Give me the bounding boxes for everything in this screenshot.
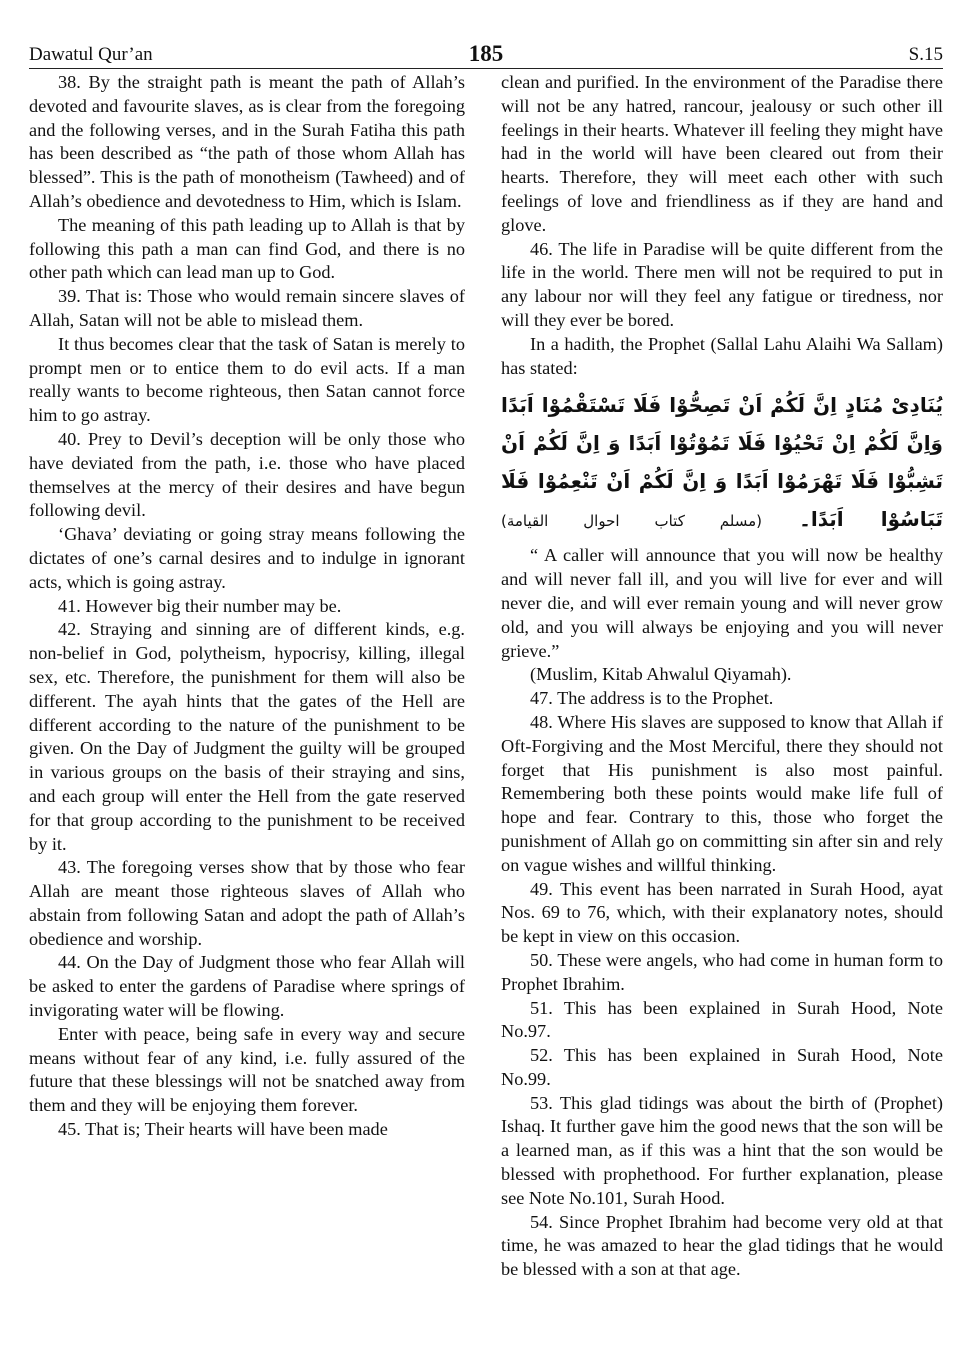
note-paragraph: 50. These were angels, who had come in human form to Prophet Ibrahim.	[501, 949, 943, 994]
note-paragraph: (Muslim, Kitab Ahwalul Qiyamah).	[530, 664, 792, 685]
note-paragraph: 48. Where His slaves are supposed to know that Allah if Oft-Forgiving and the Most Merciful, there they should not forget that His punishment is also most painful. Remembering both these points would make life full of hope and fear. Contrary to this, those who forget the punishment of Allah go on committing sin after sin and rely on vague wishes and willful thinking.	[501, 711, 943, 875]
note-paragraph: 54. Since Prophet Ibrahim had become very old at that time, he was amazed to hear the glad tidings that he would be blessed with a son at that age.	[501, 1211, 943, 1280]
book-title: Dawatul Qur’an	[29, 44, 153, 65]
left-column	[29, 71, 465, 1142]
arabic-hadith-text: يُنَادِىْ مُنَادٍ اِنَّ لَكُمْ اَنْ تَصِحُّوْا فَلَا تَسْتَقْمُوْا اَبَدًا وَاِنَّ لَكُمْ اِنْ تَحْيُوْا فَلَا تَمُوْتُوْا اَبَدًا وَ اِنَّ لَكُمْ اَنْ تَشِبُّوْا فَلَا تَهْرَمُوْا اَبَدًا وَ اِنَّ لَكُمْ اَنْ تَنْعِمُوْا فَلَا تَبَاسُوْا اَبَدًا۔	[501, 393, 943, 532]
note-paragraph: 40. Prey to Devil’s deception will be only those who have deviated from the path, i.e. those who have placed themselves at the mercy of their desires and have begun following devil.	[29, 428, 465, 521]
note-paragraph: In a hadith, the Prophet (Sallal Lahu Alaihi Wa Sallam) has stated:	[501, 333, 943, 378]
note-paragraph: 53. This glad tidings was about the birth of (Prophet) Ishaq. It further gave him the good news that the son will be a learned man, as if this was a hint that the son would be blessed with prophethood. For further explanation, please see Note No.101, Surah Hood.	[501, 1092, 943, 1208]
note-paragraph: The meaning of this path leading up to Allah is that by following this path a man can find God, and there is no other path which can lead man up to God.	[29, 214, 465, 283]
note-paragraph: 45. That is; Their hearts will have been made	[58, 1119, 388, 1140]
note-paragraph: clean and purified. In the environment of the Paradise there will not be any hatred, rancour, jealousy or such other ill feelings in their hearts. Whatever ill feeling they might have had in the world will have been cleared out from their hearts. Therefore, they will meet each other with such feelings of love and friendliness as if they are hand and glove.	[501, 72, 943, 235]
note-paragraph: 49. This event has been narrated in Surah Hood, ayat Nos. 69 to 76, which, with their explanatory notes, should be kept in view on this occasion.	[501, 878, 943, 947]
note-paragraph: 47. The address is to the Prophet.	[530, 688, 774, 709]
right-column	[501, 71, 943, 1282]
note-paragraph: 52. This has been explained in Surah Hood, Note No.99.	[501, 1045, 943, 1089]
arabic-hadith	[501, 386, 943, 540]
note-paragraph: 46. The life in Paradise will be quite different from the life in the world. There men will not be required to put in any labour nor will they feel any fatigue or tiredness, nor will they ever be bored.	[501, 238, 943, 330]
note-paragraph: 43. The foregoing verses show that by those who fear Allah are meant those righteous slaves of Allah who abstain from following Satan and adopt the path of Allah’s obedience and worship.	[29, 857, 465, 949]
note-paragraph: ‘Ghava’ deviating or going stray means following the dictates of one’s carnal desires and to indulge in ignorant acts, which is going astray.	[29, 524, 465, 592]
note-paragraph: 44. On the Day of Judgment those who fear Allah will be asked to enter the gardens of Paradise where springs of invigorating water will be flowing.	[29, 952, 465, 1021]
note-paragraph: 39. That is: Those who would remain sincere slaves of Allah, Satan will not be able to mislead them.	[29, 286, 465, 330]
page-header	[29, 40, 943, 69]
note-paragraph: It thus becomes clear that the task of Satan is merely to prompt men or to entice them to do evil acts. If a man really wants to become righteous, then Satan cannot force him to go astray.	[29, 333, 465, 426]
note-paragraph: 42. Straying and sinning are of different kinds, e.g. non-belief in God, polytheism, hypocrisy, killing, illegal sex, etc. Therefore, the punishment for them will also be different. The ayah hints that the gates of the Hell are different according to the nature of the punishment to be given. On the Day of Judgment the guilty will be grouped in various groups on the basis of their straying and sins, and each group will enter the Hell from the gate reserved for that group according to the punishment to be received by it.	[29, 619, 465, 854]
note-paragraph: Enter with peace, being safe in every way and secure means without fear of any kind, i.e. fully assured of the future that these blessings will not be snatched away from them and they will be enjoying them forever.	[29, 1023, 465, 1116]
note-paragraph: 41. However big their number may be.	[58, 595, 342, 616]
note-paragraph: “ A caller will announce that you will now be healthy and will never fall ill, and you will live for ever and will never die, and will ever remain young and will never grow old, and you will always be enjoying and you will never grieve.”	[501, 545, 943, 661]
arabic-hadith-reference: (مسلم کتاب احوال القیامة)	[501, 512, 762, 531]
note-paragraph: 51. This has been explained in Surah Hood, Note No.97.	[501, 997, 943, 1042]
surah-label: S.15	[908, 44, 943, 65]
note-paragraph: 38. By the straight path is meant the path of Allah’s devoted and favourite slaves, as is clear from the foregoing and the following verses, and in the Surah Fatiha this path has been described as “the path of those whom Allah has blessed”. This is the path of monotheism (Tawheed) and of Allah’s obedience and devotedness to Him, which is Islam.	[29, 72, 465, 211]
page-number: 185	[468, 41, 504, 66]
